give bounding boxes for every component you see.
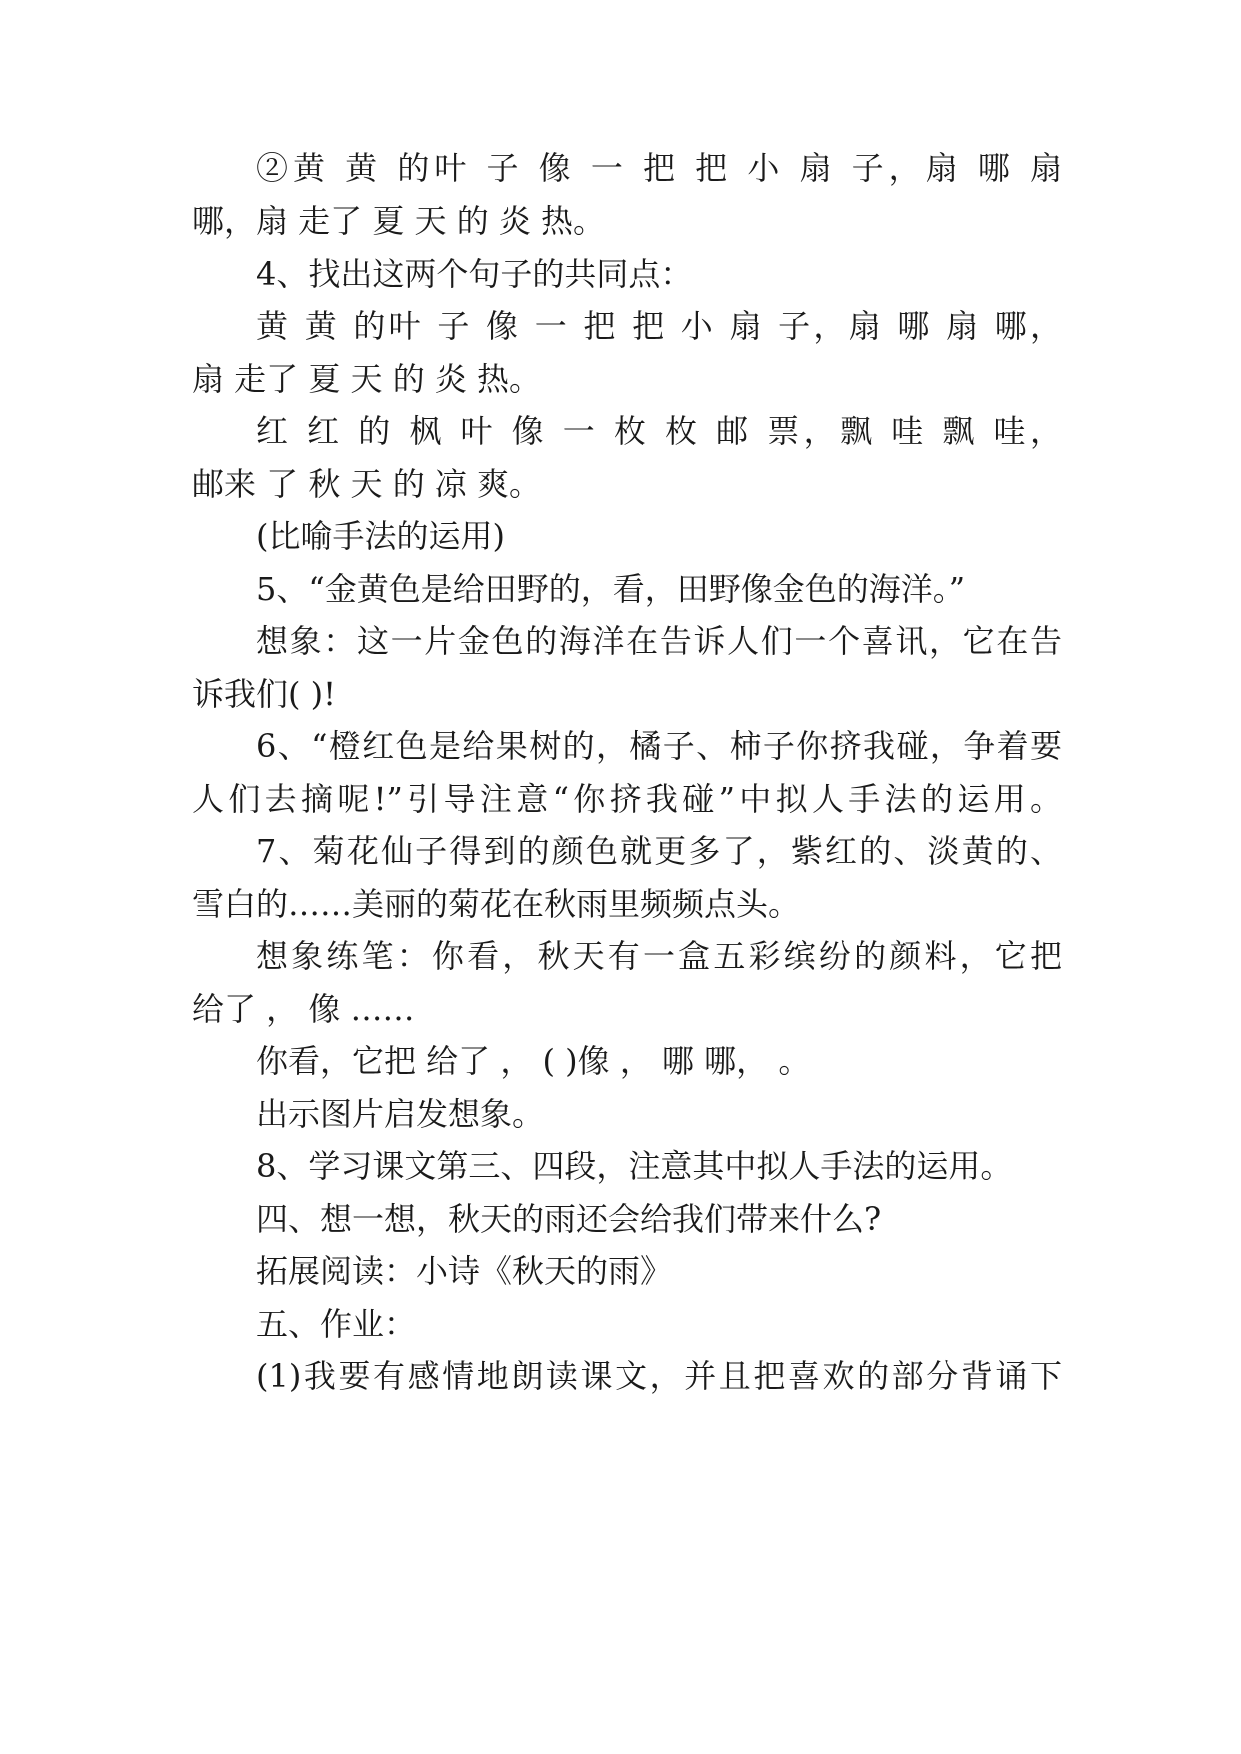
text-line: ②黄 黄 的叶 子 像 一 把 把 小 扇 子，扇 哪 扇 (256, 149, 1062, 187)
text-line: 想象练笔：你看，秋天有一盒五彩缤纷的颜料，它把 (256, 937, 1062, 975)
text-line: 五、作业： (256, 1305, 417, 1343)
text-line: 出示图片启发想象。 (256, 1095, 545, 1133)
text-line: 6、“橙红色是给果树的，橘子、柿子你挤我碰，争着要 (256, 727, 1062, 765)
text-line: 哪，扇 走了 夏 天 的 炎 热。 (192, 202, 606, 240)
text-line: 想象：这一片金色的海洋在告诉人们一个喜讯，它在告 (256, 622, 1062, 660)
text-line: 7、菊花仙子得到的颜色就更多了，紫红的、淡黄的、 (256, 832, 1062, 870)
text-line: 你看，它把 给了 ， ( )像 ， 哪 哪， 。 (256, 1042, 811, 1080)
text-line: (比喻手法的运用) (256, 517, 505, 555)
text-line: 雪白的……美丽的菊花在秋雨里频频点头。 (192, 885, 801, 923)
text-line: (1)我要有感情地朗读课文，并且把喜欢的部分背诵下 (256, 1357, 1062, 1395)
text-line: 8、学习课文第三、四段，注意其中拟人手法的运用。 (256, 1147, 1013, 1185)
text-line: 四、想一想，秋天的雨还会给我们带来什么? (256, 1200, 882, 1238)
text-line: 5、“金黄色是给田野的，看，田野像金色的海洋。” (256, 570, 966, 608)
text-line: 红 红 的 枫 叶 像 一 枚 枚 邮 票，飘 哇 飘 哇， (256, 412, 1062, 450)
text-line: 给了 ， 像 …… (192, 990, 415, 1028)
text-line: 4、找出这两个句子的共同点： (256, 255, 693, 293)
text-line: 拓展阅读：小诗《秋天的雨》 (256, 1252, 673, 1290)
text-line: 邮来 了 秋 天 的 凉 爽。 (192, 465, 542, 503)
text-line: 诉我们( )! (192, 675, 337, 713)
text-line: 黄 黄 的叶 子 像 一 把 把 小 扇 子，扇 哪 扇 哪， (256, 307, 1062, 345)
text-line: 扇 走了 夏 天 的 炎 热。 (192, 360, 542, 398)
text-line: 人们去摘呢!”引导注意“你挤我碰”中拟人手法的运用。 (192, 780, 1062, 818)
